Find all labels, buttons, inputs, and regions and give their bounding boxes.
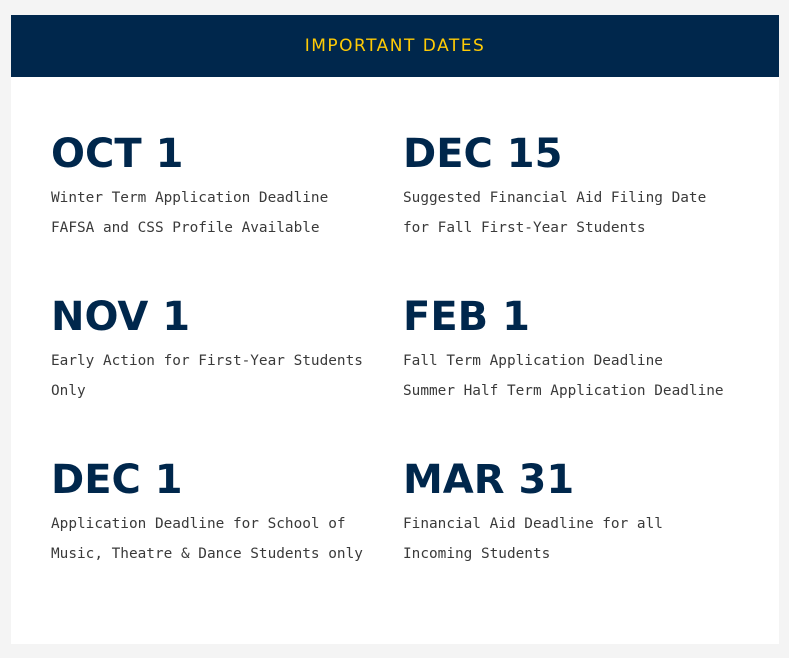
card-header <box>11 15 779 77</box>
date-item-oct-1 <box>51 130 403 293</box>
date-item-mar-31 <box>403 456 751 619</box>
header-title: IMPORTANT DATES <box>304 36 486 56</box>
date-item-feb-1 <box>403 293 751 456</box>
date-label: DEC 15 <box>403 131 563 177</box>
date-description: Suggested Financial Aid Filing Date for Fall First-Year Students <box>403 190 707 236</box>
date-description: Winter Term Application Deadline FAFSA and CSS Profile Available <box>51 190 329 236</box>
date-label: FEB 1 <box>403 294 530 340</box>
date-item-dec-15 <box>403 130 751 293</box>
date-description: Fall Term Application Deadline Summer Half Term Application Deadline <box>403 353 724 399</box>
date-description: Application Deadline for School of Music, Theatre & Dance Students only <box>51 516 363 562</box>
date-item-nov-1 <box>51 293 403 456</box>
dates-grid <box>51 130 751 619</box>
date-label: OCT 1 <box>51 131 184 177</box>
date-label: DEC 1 <box>51 457 183 503</box>
date-label: NOV 1 <box>51 294 191 340</box>
date-label: MAR 31 <box>403 457 575 503</box>
date-description: Financial Aid Deadline for all Incoming Students <box>403 516 663 562</box>
important-dates-card <box>11 15 779 644</box>
date-description: Early Action for First-Year Students Only <box>51 353 363 399</box>
date-item-dec-1 <box>51 456 403 619</box>
